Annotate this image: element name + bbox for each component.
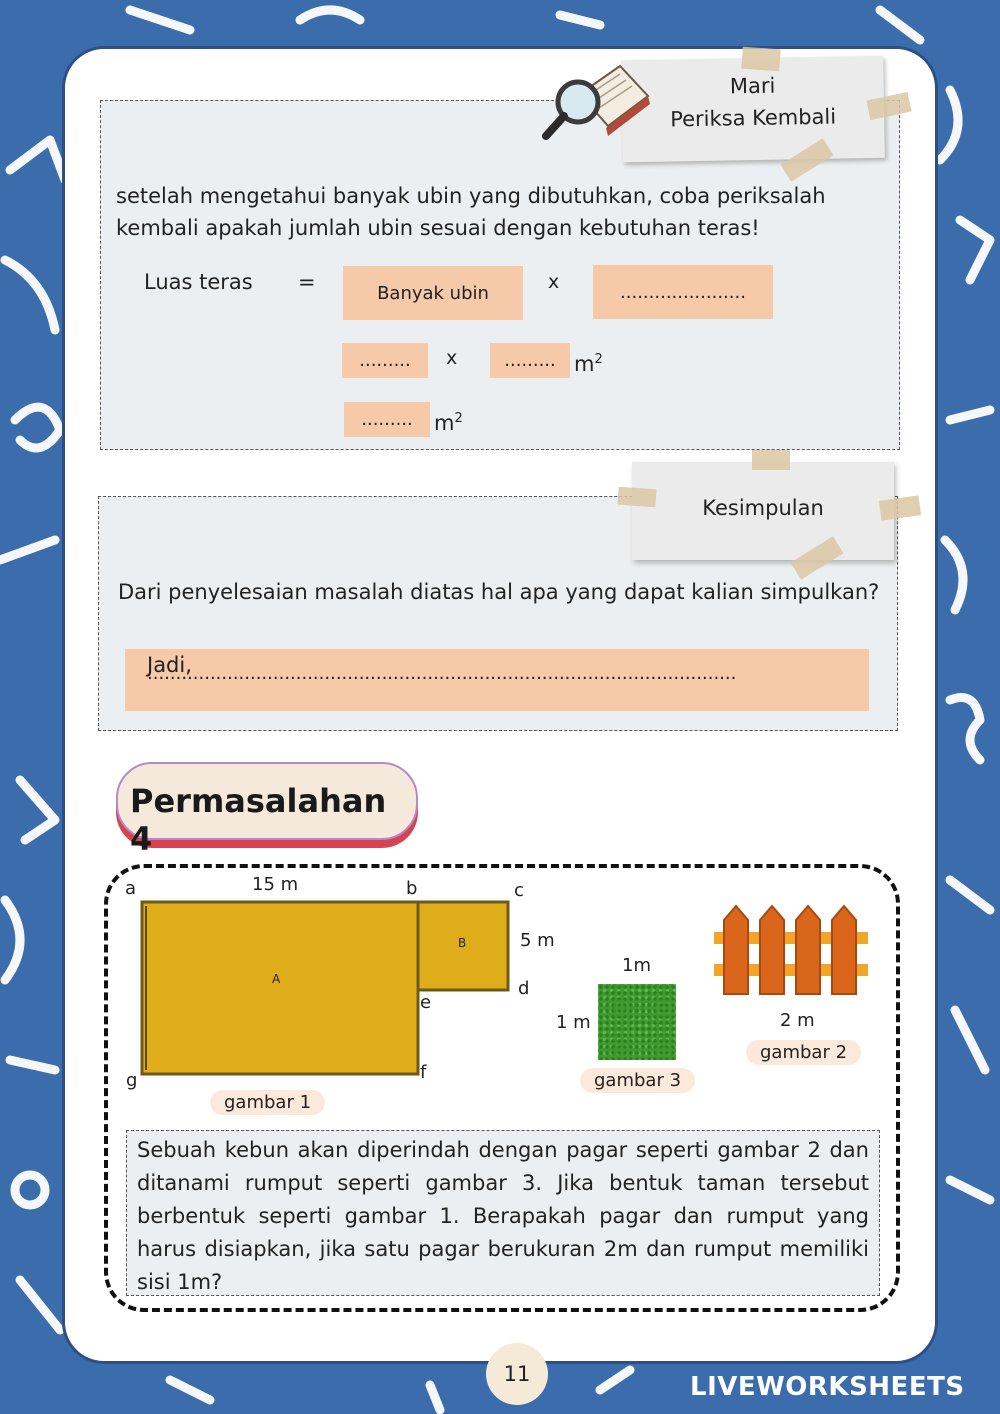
point-c: c (514, 880, 524, 901)
unit-label: m (434, 411, 455, 435)
brand-logo: LIVEWORKSHEETS (690, 1372, 965, 1402)
conclusion-answer-input[interactable] (125, 649, 869, 711)
point-b: b (406, 878, 418, 899)
length-input[interactable]: ......... (342, 343, 428, 378)
problem-title: Permasalahan 4 (130, 782, 387, 858)
tape-strip (617, 487, 656, 508)
fence-length-label: 2 m (780, 1010, 815, 1031)
grass-side-label: 1 m (556, 1012, 591, 1033)
point-a: a (125, 878, 137, 899)
unit-m2: $m^2$ (434, 411, 463, 435)
check-note-line2: Periksa Kembali (669, 104, 837, 132)
times-sign: x (548, 271, 560, 293)
point-e: e (420, 992, 432, 1013)
tiles-count-box: Banyak ubin (343, 266, 523, 320)
right-length-label: 5 m (520, 930, 555, 951)
figure2-caption: gambar 2 (746, 1040, 861, 1065)
check-instruction: setelah mengetahui banyak ubin yang dibutuhkan, coba periksalah kembali apakah jumlah ubin sesuai dengan kebutuhan teras! (116, 184, 826, 240)
area-result-input[interactable]: ......... (344, 402, 430, 437)
width-input[interactable]: ......... (490, 343, 570, 378)
conclusion-note: Kesimpulan (632, 462, 894, 560)
answer-prefix: Jadi, (147, 653, 192, 677)
figure1-caption: gambar 1 (210, 1090, 325, 1115)
point-f: f (420, 1062, 427, 1083)
fence-image (714, 904, 868, 1000)
region-a-label: A (272, 972, 281, 986)
times-sign: x (446, 347, 458, 369)
top-length-label: 15 m (252, 874, 299, 895)
conclusion-question: Dari penyelesaian masalah diatas hal apa yang dapat kalian simpulkan? (118, 580, 880, 604)
figure3-caption: gambar 3 (580, 1068, 695, 1093)
luas-teras-label: Luas teras (144, 270, 253, 294)
unit-m2: $m^2$ (574, 352, 603, 376)
tile-area-input[interactable]: ...................... (593, 265, 773, 319)
answer-blank (147, 669, 847, 679)
grass-top-label: 1m (622, 955, 651, 976)
region-b-label: B (458, 936, 467, 950)
point-g: g (126, 1070, 138, 1091)
check-note-line1: Mari (729, 73, 776, 99)
grass-tile-image (598, 984, 676, 1060)
equals-sign: = (298, 270, 316, 294)
problem-text: Sebuah kebun akan diperindah dengan pagar seperti gambar 2 dan ditanami rumput seperti gambar 3. Jika bentuk taman tersebut berbentuk seperti gambar 1. Berapakah pagar dan rumput yang harus disiapkan, jika satu pagar berukuran 2m dan rumput memiliki sisi 1m? (126, 1130, 880, 1296)
yard-shape-figure (140, 898, 516, 1078)
tape-strip (752, 450, 790, 470)
page-number: 11 (486, 1343, 548, 1405)
point-d: d (518, 978, 530, 999)
tape-strip (741, 47, 780, 72)
check-note (621, 56, 885, 163)
magnifier-book-icon (540, 54, 650, 150)
unit-label: m (574, 352, 595, 376)
problem-title-badge (116, 762, 418, 858)
